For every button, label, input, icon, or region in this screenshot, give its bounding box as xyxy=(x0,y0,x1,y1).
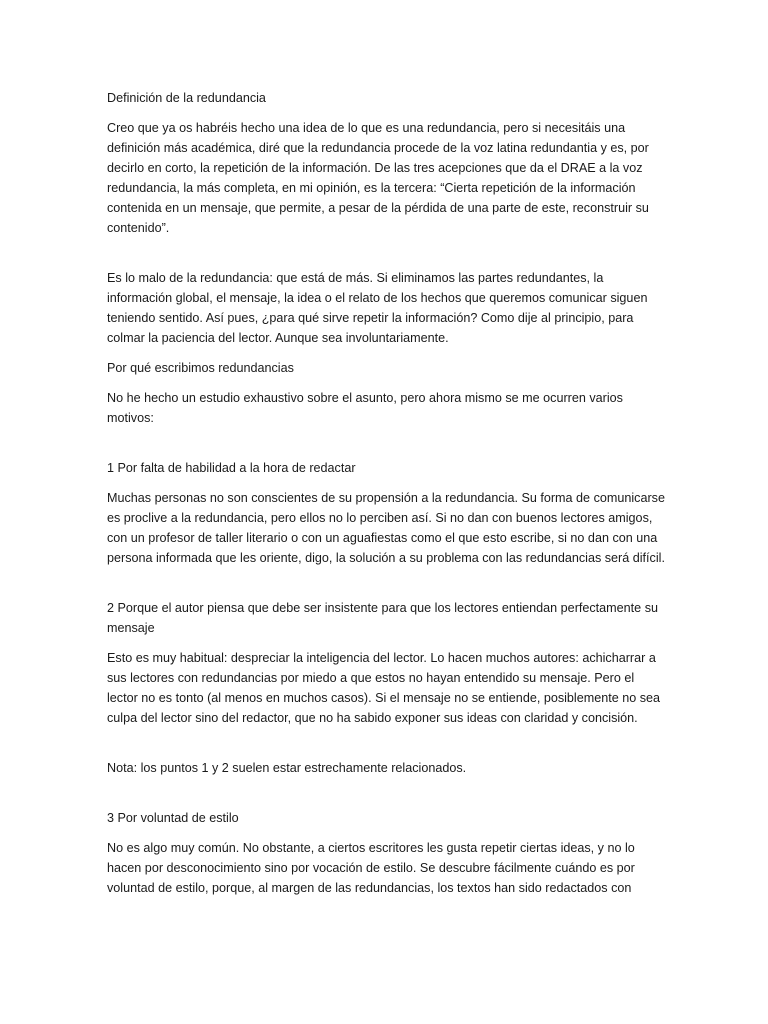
section-heading-definition: Definición de la redundancia xyxy=(107,91,266,105)
paragraph-definition: Creo que ya os habréis hecho una idea de lo que es una redundancia, pero si necesitáis una definición más académica, diré que la redundancia procede de la voz latina redundantia y es, por decirlo en corto, la repetición de la información. De las tres acepciones que da el DRAE a la voz redundancia, la más completa, en mi opinión, es la tercera: “Cierta repetición de la información contenida en un mensaje, que permite, a pesar de la pérdida de una parte de este, reconstruir su contenido”. xyxy=(107,121,649,235)
section-heading-reason-1: 1 Por falta de habilidad a la hora de redactar xyxy=(107,461,356,475)
paragraph-reason-2: Esto es muy habitual: despreciar la inteligencia del lector. Lo hacen muchos autores: achicharrar a sus lectores con redundancias por miedo a que estos no hayan entendido su mensaje. Pero el lector no es tonto (al menos en muchos casos). Si el mensaje no se entiende, posiblemente no sea culpa del lector sino del redactor, que no ha sabido exponer sus ideas con claridad y concisión. xyxy=(107,651,661,725)
paragraph-reason-1: Muchas personas no son conscientes de su propensión a la redundancia. Su forma de comunicarse es proclive a la redundancia, pero ellos no lo perciben así. Si no dan con buenos lectores amigos, con un profesor de taller literario o con un aguafiestas como el que esto escribe, si no dan con una persona informada que les oriente, digo, la solución a su problema con las redundancias será difícil. xyxy=(107,491,665,565)
note-text: Nota: los puntos 1 y 2 suelen estar estrechamente relacionados. xyxy=(107,761,467,775)
paragraph-problem: Es lo malo de la redundancia: que está de más. Si eliminamos las partes redundantes, la información global, el mensaje, la idea o el relato de los hechos que queremos comunicar siguen teniendo sentido. Así pues, ¿para qué sirve repetir la información? Como dije al principio, para colmar la paciencia del lector. Aunque sea involuntariamente. xyxy=(107,271,648,345)
section-heading-reason-3: 3 Por voluntad de estilo xyxy=(107,811,239,825)
paragraph-reason-3: No es algo muy común. No obstante, a ciertos escritores les gusta repetir ciertas ideas, y no lo hacen por desconocimiento sino por vocación de estilo. Se descubre fácilmente cuándo es por voluntad de estilo, porque, al margen de las redundancias, los textos han sido redactados con xyxy=(107,841,635,895)
paragraph-motives-intro: No he hecho un estudio exhaustivo sobre el asunto, pero ahora mismo se me ocurren varios motivos: xyxy=(107,391,623,425)
section-heading-reason-2: 2 Porque el autor piensa que debe ser insistente para que los lectores entiendan perfectamente su mensaje xyxy=(107,601,658,635)
document-body xyxy=(107,88,667,908)
section-heading-why: Por qué escribimos redundancias xyxy=(107,361,294,375)
